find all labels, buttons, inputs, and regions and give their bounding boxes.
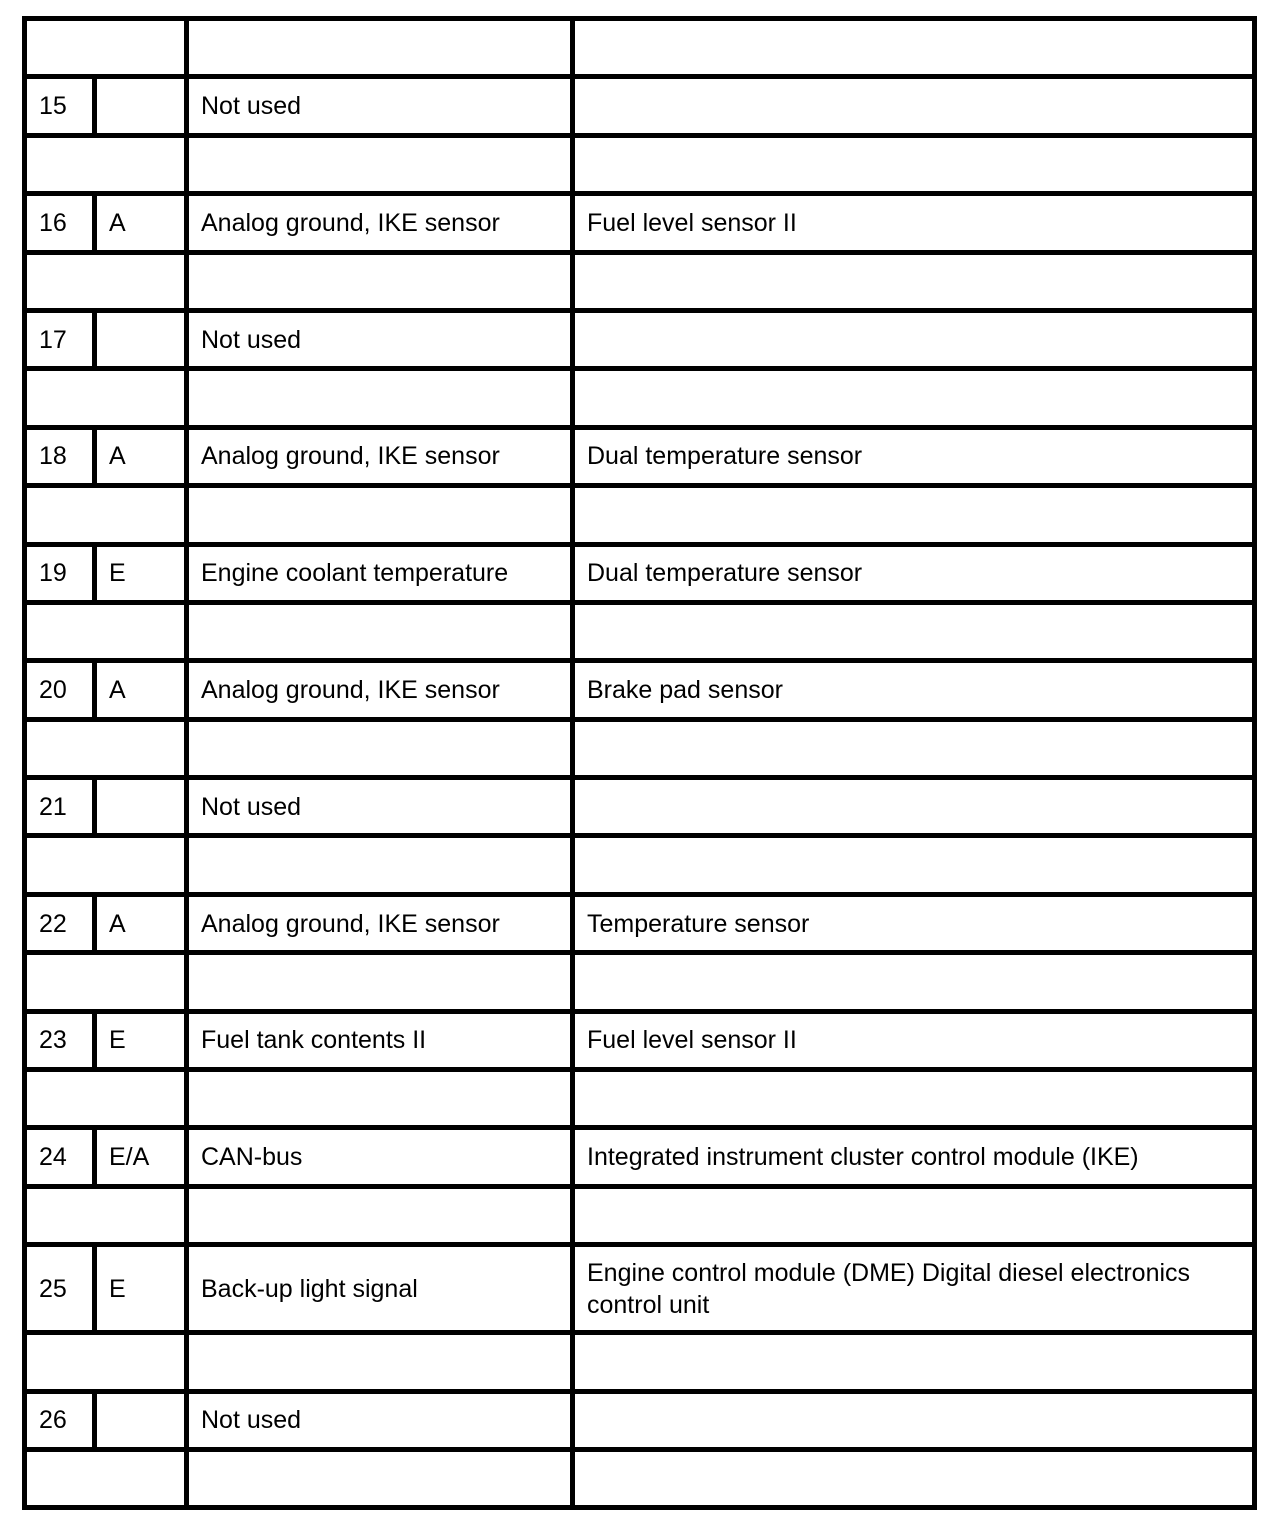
spacer-cell — [573, 953, 1255, 1011]
table-row — [25, 778, 1255, 836]
component-cell: Engine control module (DME) Digital diesel electronics control unit — [573, 1245, 1255, 1333]
spacer-cell — [25, 953, 187, 1011]
function-cell: Not used — [187, 778, 573, 836]
function-cell: Not used — [187, 1391, 573, 1449]
table-row — [25, 894, 1255, 952]
spacer-cell — [25, 19, 187, 77]
spacer-cell — [25, 486, 187, 544]
component-cell: Dual temperature sensor — [573, 427, 1255, 485]
spacer-cell — [573, 1070, 1255, 1128]
spacer-cell — [25, 135, 187, 193]
table-row — [25, 544, 1255, 602]
pin-number-cell: 15 — [25, 77, 95, 135]
spacer-cell — [187, 1449, 573, 1507]
table-row — [25, 661, 1255, 719]
pin-number-cell: 25 — [25, 1245, 95, 1333]
component-cell: Dual temperature sensor — [573, 544, 1255, 602]
spacer-cell — [573, 135, 1255, 193]
signal-type-cell: E — [95, 1011, 187, 1069]
pin-number-cell: 16 — [25, 194, 95, 252]
function-cell: Back-up light signal — [187, 1245, 573, 1333]
spacer-cell — [25, 1449, 187, 1507]
component-cell: Fuel level sensor II — [573, 1011, 1255, 1069]
table-row — [25, 77, 1255, 135]
signal-type-cell: A — [95, 194, 187, 252]
signal-type-cell — [95, 310, 187, 368]
spacer-cell — [25, 602, 187, 660]
spacer-cell — [573, 1186, 1255, 1244]
signal-type-cell: A — [95, 427, 187, 485]
spacer-cell — [573, 602, 1255, 660]
table-row — [25, 1011, 1255, 1069]
function-cell: Engine coolant temperature — [187, 544, 573, 602]
spacer-row — [25, 486, 1255, 544]
spacer-row — [25, 1449, 1255, 1507]
spacer-row — [25, 252, 1255, 310]
function-cell: CAN-bus — [187, 1128, 573, 1186]
component-cell: Temperature sensor — [573, 894, 1255, 952]
table-row — [25, 427, 1255, 485]
pin-number-cell: 17 — [25, 310, 95, 368]
pin-assignment-table — [22, 16, 1257, 1510]
component-cell: Brake pad sensor — [573, 661, 1255, 719]
spacer-row — [25, 135, 1255, 193]
spacer-row — [25, 1070, 1255, 1128]
spacer-cell — [187, 369, 573, 427]
pin-number-cell: 23 — [25, 1011, 95, 1069]
spacer-cell — [573, 719, 1255, 777]
table-row — [25, 1245, 1255, 1333]
spacer-cell — [25, 1333, 187, 1391]
spacer-cell — [187, 836, 573, 894]
function-cell: Analog ground, IKE sensor — [187, 894, 573, 952]
function-cell: Analog ground, IKE sensor — [187, 194, 573, 252]
spacer-cell — [573, 1333, 1255, 1391]
spacer-row — [25, 602, 1255, 660]
signal-type-cell — [95, 77, 187, 135]
signal-type-cell: A — [95, 661, 187, 719]
spacer-cell — [187, 719, 573, 777]
component-cell — [573, 778, 1255, 836]
component-cell — [573, 77, 1255, 135]
spacer-cell — [573, 486, 1255, 544]
spacer-cell — [187, 252, 573, 310]
spacer-row — [25, 719, 1255, 777]
spacer-cell — [187, 1186, 573, 1244]
pin-number-cell: 24 — [25, 1128, 95, 1186]
component-cell: Fuel level sensor II — [573, 194, 1255, 252]
pin-number-cell: 22 — [25, 894, 95, 952]
spacer-cell — [25, 836, 187, 894]
pin-number-cell: 20 — [25, 661, 95, 719]
spacer-cell — [573, 1449, 1255, 1507]
pin-number-cell: 26 — [25, 1391, 95, 1449]
spacer-cell — [187, 953, 573, 1011]
component-cell — [573, 1391, 1255, 1449]
function-cell: Fuel tank contents II — [187, 1011, 573, 1069]
signal-type-cell: E — [95, 1245, 187, 1333]
function-cell: Analog ground, IKE sensor — [187, 661, 573, 719]
spacer-cell — [187, 19, 573, 77]
spacer-cell — [187, 135, 573, 193]
spacer-cell — [573, 19, 1255, 77]
component-cell — [573, 310, 1255, 368]
signal-type-cell — [95, 1391, 187, 1449]
table-body — [25, 19, 1255, 1508]
spacer-cell — [187, 486, 573, 544]
spacer-cell — [573, 369, 1255, 427]
signal-type-cell: E — [95, 544, 187, 602]
signal-type-cell — [95, 778, 187, 836]
spacer-cell — [573, 836, 1255, 894]
spacer-row — [25, 953, 1255, 1011]
spacer-cell — [187, 602, 573, 660]
spacer-cell — [25, 1070, 187, 1128]
spacer-cell — [25, 369, 187, 427]
spacer-cell — [25, 1186, 187, 1244]
function-cell: Not used — [187, 77, 573, 135]
signal-type-cell: E/A — [95, 1128, 187, 1186]
spacer-cell — [25, 252, 187, 310]
spacer-cell — [25, 719, 187, 777]
pin-number-cell: 21 — [25, 778, 95, 836]
pin-number-cell: 19 — [25, 544, 95, 602]
spacer-row — [25, 1186, 1255, 1244]
table-row — [25, 310, 1255, 368]
function-cell: Analog ground, IKE sensor — [187, 427, 573, 485]
spacer-row — [25, 369, 1255, 427]
spacer-cell — [187, 1070, 573, 1128]
component-cell: Integrated instrument cluster control module (IKE) — [573, 1128, 1255, 1186]
spacer-cell — [187, 1333, 573, 1391]
table-row — [25, 194, 1255, 252]
table-row — [25, 1128, 1255, 1186]
pin-number-cell: 18 — [25, 427, 95, 485]
spacer-row — [25, 836, 1255, 894]
spacer-row — [25, 1333, 1255, 1391]
table-row — [25, 1391, 1255, 1449]
spacer-row — [25, 19, 1255, 77]
spacer-cell — [573, 252, 1255, 310]
function-cell: Not used — [187, 310, 573, 368]
signal-type-cell: A — [95, 894, 187, 952]
